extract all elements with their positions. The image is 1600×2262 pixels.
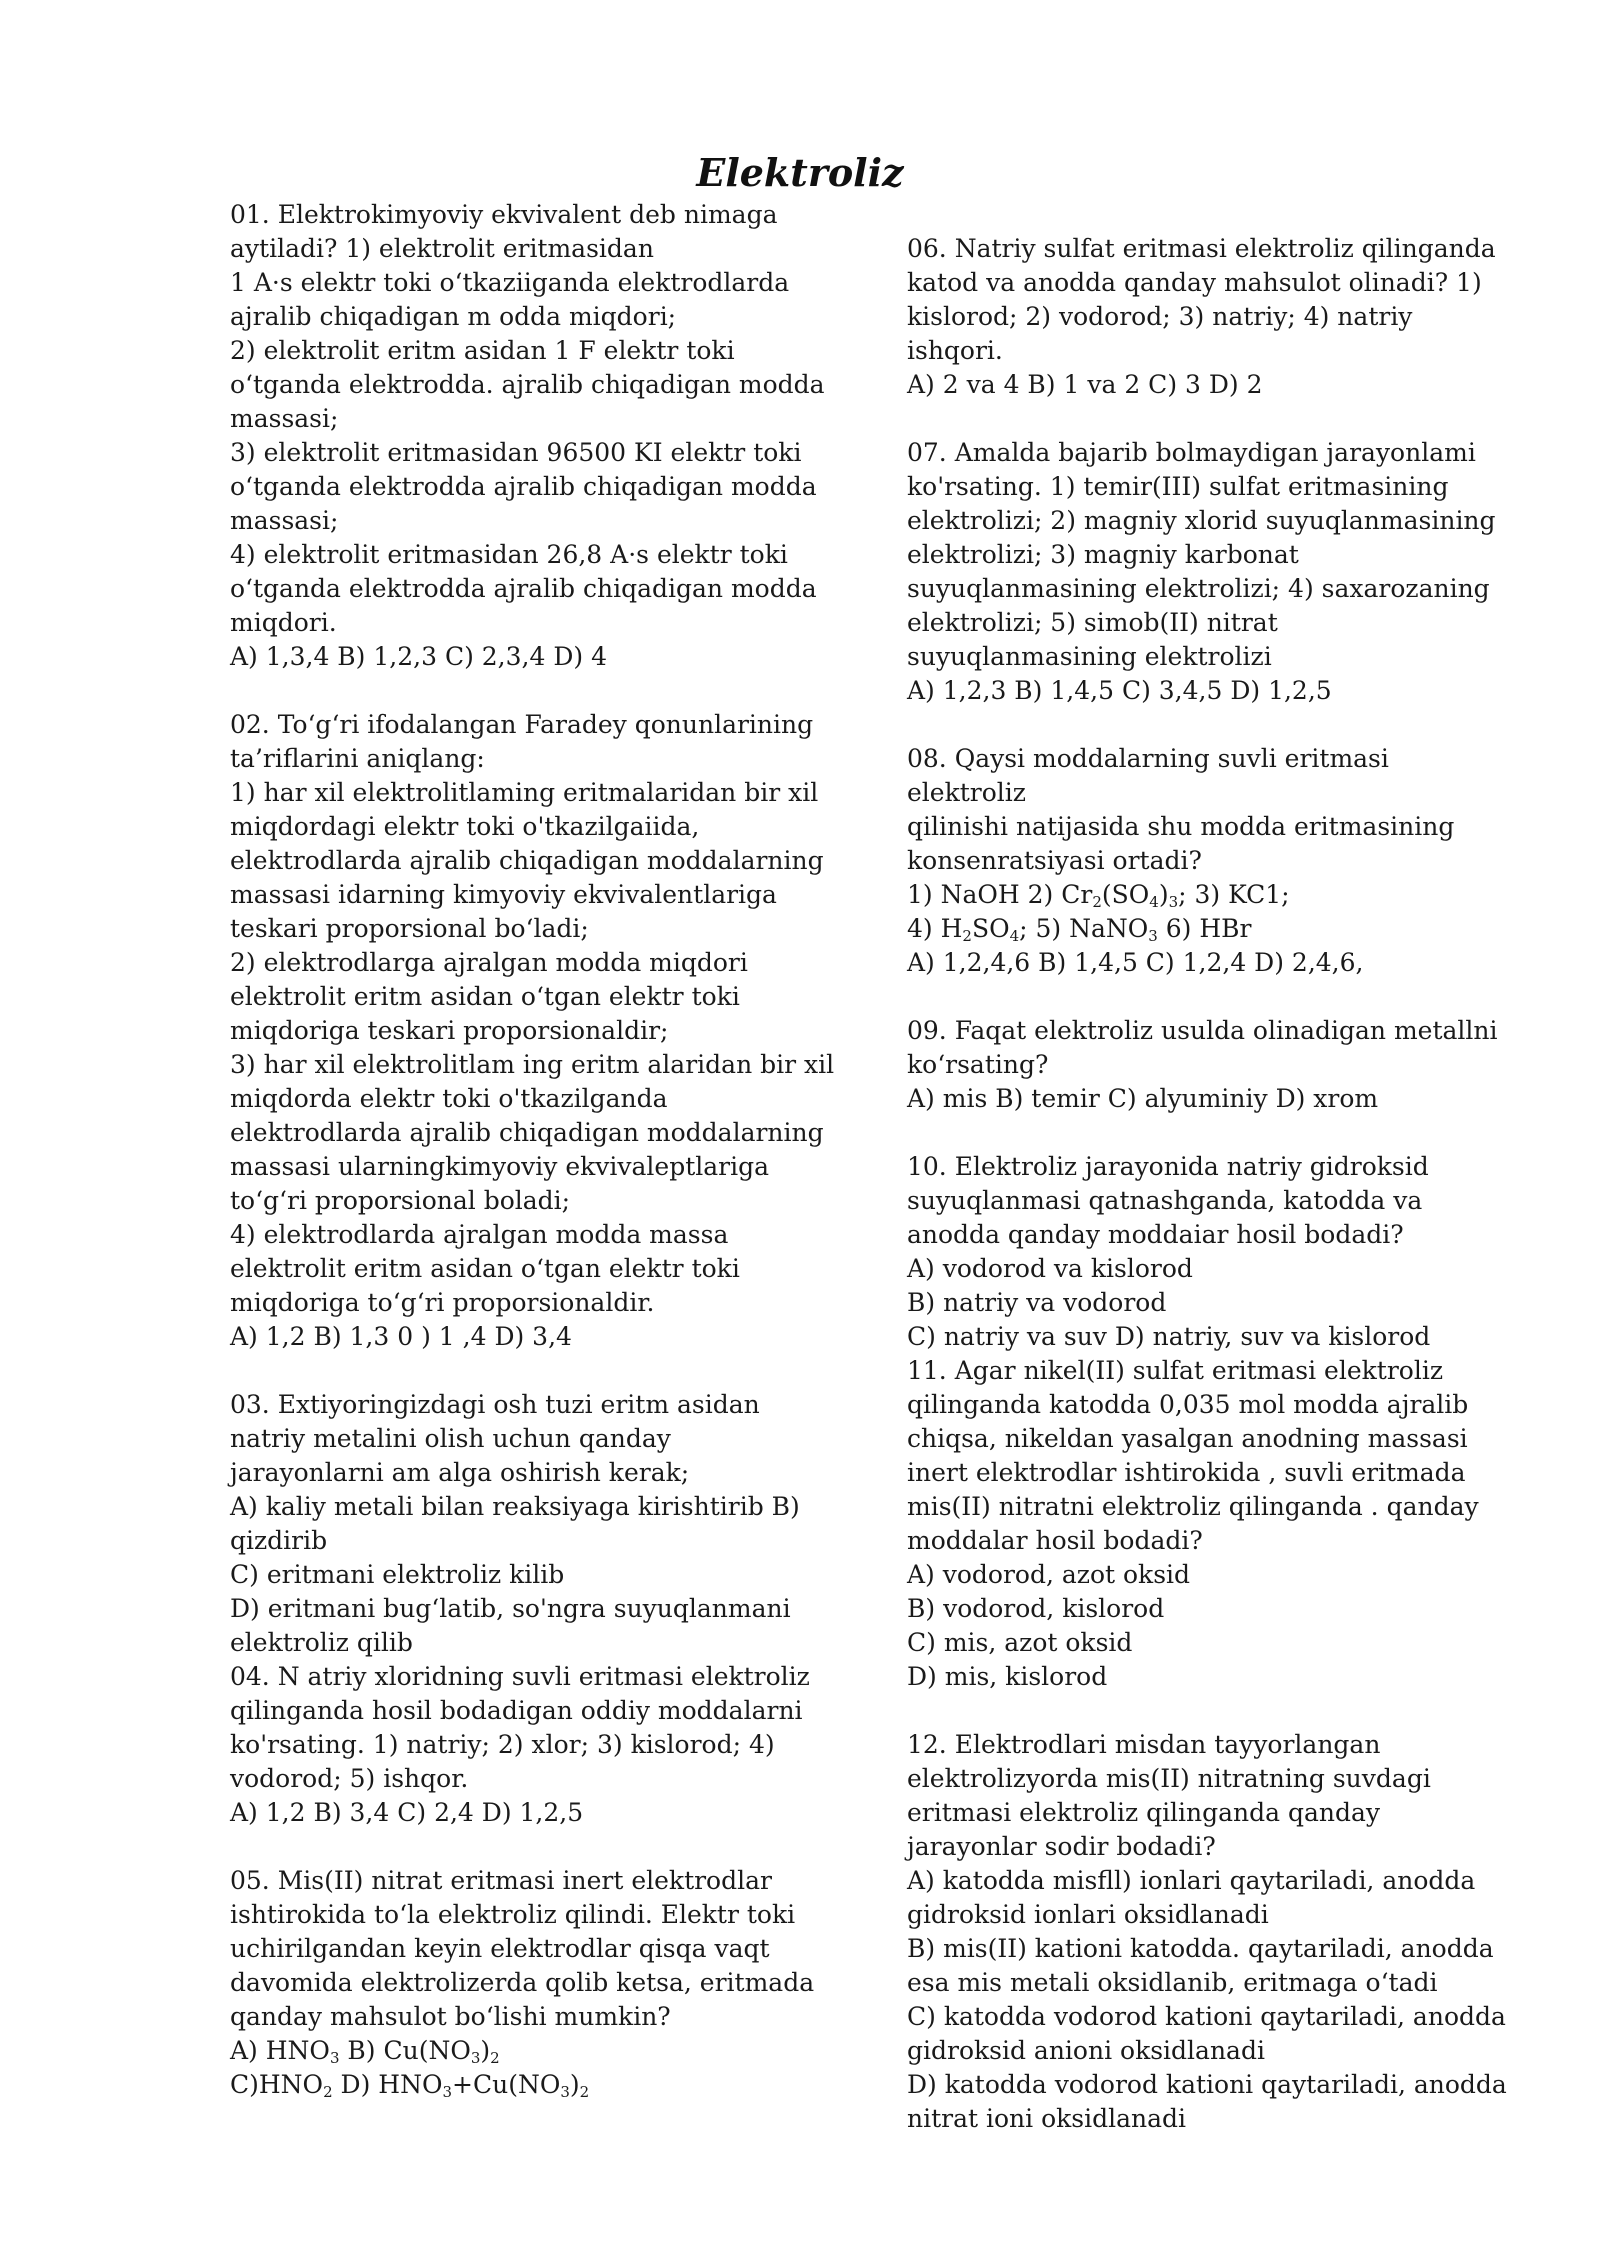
- answer-d-end: ): [569, 2070, 580, 2099]
- text-part: 6) HBr: [1157, 914, 1252, 943]
- subscript: 3: [442, 2083, 453, 2101]
- question-03: 03. Extiyoringizdagi osh tuzi eritm asidan natriy metalini olish uchun qanday jarayonlarni am alga oshirish kerak; A) kaliy metali bilan reaksiyaga kirishtirib B) qizdirib C) eritmani elektroliz kilib D) eritmani bug‘latib, so'ngra suyuqlanmani elektroliz qilib: [230, 1390, 800, 1657]
- question-05: 05. Mis(II) nitrat eritmasi inert elektrodlar ishtirokida to‘la elektroliz qilindi. Elektr toki uchirilgandan keyin elektrodlar qisqa vaqt davomida elektrolizerda qolib ketsa, eritmada qanday mahsulot bo‘lishi mumkin?: [230, 1866, 815, 2031]
- question-10: 10. Elektroliz jarayonida natriy gidroksid suyuqlanmasi qatnashganda, katodda va anodda qanday moddaiar hosil bodadi? A) vodorod va kislorod B) natriy va vodorod C) natriy va suv D) natriy, suv va kislorod: [907, 1152, 1431, 1351]
- subscript: 3: [470, 2049, 481, 2067]
- question-11: 11. Agar nikel(II) sulfat eritmasi elektroliz qilinganda katodda 0,035 mol modda ajralib chiqsa, nikeldan yasalgan anodning massasi inert elektrodlar ishtirokida , suvli eritmada mis(II) nitratni elektroliz qilinganda . qanday moddalar hosil bodadi? A) vodorod, azot oksid B) vodorod, kislorod C) mis, azot oksid D) mis, kislorod: [907, 1356, 1479, 1691]
- subscript: 2: [962, 927, 972, 945]
- question-05-answers-line-1: [230, 2034, 870, 2068]
- subscript: 4: [1149, 893, 1159, 911]
- question-08-line-2: [907, 912, 1507, 946]
- subscript: 3: [329, 2049, 340, 2067]
- text-part: SO: [971, 914, 1010, 943]
- subscript: 3: [560, 2083, 570, 2101]
- question-07: 07. Amalda bajarib bolmaydigan jarayonlami ko'rsating. 1) temir(III) sulfat eritmasining elektrolizi; 2) magniy xlorid suyuqlanmasining elektrolizi; 3) magniy karbonat suyuqlanmasining elektrolizi; 4) saxarozaning elektrolizi; 5) simob(II) nitrat suyuqlanmasining elektrolizi A) 1,2,3 B) 1,4,5 C) 3,4,5 D) 1,2,5: [907, 438, 1496, 705]
- question-05-answers-line-2: [230, 2068, 870, 2102]
- subscript: 2: [490, 2049, 500, 2067]
- question-02: 02. To‘g‘ri ifodalangan Faradey qonunlarining ta’riflarini aniqlang: 1) har xil elektrolitlaming eritmalaridan bir xil miqdordagi elektr toki o'tkazilgaiida, elektrodlarda ajralib chiqadigan moddalarning massasi idarning kimyoviy ekvivalentlariga teskari proporsional bo‘ladi; 2) elektrodlarga ajralgan modda miqdori elektrolit eritm asidan o‘tgan elektr toki miqdoriga teskari proporsionaldir; 3) har xil elektrolitlam ing eritm alaridan bir xil miqdorda elektr toki o'tkazilganda elektrodlarda ajralib chiqadigan moddalarning massasi ularningkimyoviy ekvivaleptlariga to‘g‘ri proporsional boladi; 4) elektrodlarda ajralgan modda massa elektrolit eritm asidan o‘tgan elektr toki miqdoriga to‘g‘ri proporsionaldir. A) 1,2 B) 1,3 0 ) 1 ,4 D) 3,4: [230, 710, 835, 1351]
- subscript: 2: [323, 2083, 333, 2101]
- answer-d-mid: +Cu(NO: [452, 2070, 561, 2099]
- subscript: 3: [1168, 893, 1179, 911]
- text-part: ; 5) NaNO: [1019, 914, 1149, 943]
- text-part: 4) H: [907, 914, 963, 943]
- text-part: ): [1158, 880, 1169, 909]
- subscript: 2: [579, 2083, 590, 2101]
- question-12: 12. Elektrodlari misdan tayyorlangan elektrolizyorda mis(II) nitratning suvdagi eritmasi elektroliz qilinganda qanday jarayonlar sodir bodadi? A) katodda misfll) ionlari qaytariladi, anodda gidroksid ionlari oksidlanadi B) mis(II) kationi katodda. qaytariladi, anodda esa mis metali oksidlanib, eritmaga o‘tadi C) katodda vodorod kationi qaytariladi, anodda gidroksid anioni oksidlanadi D) katodda vodorod kationi qaytariladi, anodda nitrat ioni oksidlanadi: [907, 1730, 1507, 2133]
- text-part: ; 3) KC1;: [1178, 880, 1290, 909]
- question-08-answers: A) 1,2,4,6 B) 1,4,5 C) 1,2,4 D) 2,4,6,: [907, 948, 1364, 977]
- question-06: 06. Natriy sulfat eritmasi elektroliz qilinganda katod va anodda qanday mahsulot olinadi? 1) kislorod; 2) vodorod; 3) natriy; 4) natriy ishqori. A) 2 va 4 B) 1 va 2 C) 3 D) 2: [907, 234, 1496, 399]
- right-column: [907, 232, 1507, 2136]
- question-08: [907, 742, 1507, 980]
- answer-a: A) HNO: [230, 2036, 330, 2065]
- text-part: 1) NaOH 2) Cr: [907, 880, 1093, 909]
- question-01: 01. Elektrokimyoviy ekvivalent deb nimaga aytiladi? 1) elektrolit eritmasidan 1 A·s elektr toki o‘tkaziiganda elektrodlarda ajralib chiqadigan m odda miqdori; 2) elektrolit eritm asidan 1 F elektr toki o‘tganda elektrodda. ajralib chiqadigan modda massasi; 3) elektrolit eritmasidan 96500 KI elektr toki o‘tganda elektrodda ajralib chiqadigan modda massasi; 4) elektrolit eritmasidan 26,8 A·s elektr toki o‘tganda elektrodda ajralib chiqadigan modda miqdori. A) 1,3,4 B) 1,2,3 C) 2,3,4 D) 4: [230, 200, 825, 671]
- question-08-head: 08. Qaysi moddalarning suvli eritmasi elektroliz qilinishi natijasida shu modda eritmasining konsenratsiyasi ortadi?: [907, 744, 1455, 875]
- question-08-line-1: [907, 878, 1507, 912]
- left-column: [230, 198, 870, 2102]
- answer-c: C)HNO: [230, 2070, 324, 2099]
- question-09: 09. Faqat elektroliz usulda olinadigan metallni ko‘rsating? A) mis B) temir C) alyuminiy D) xrom: [907, 1016, 1498, 1113]
- page-title: Elektroliz: [696, 150, 904, 195]
- question-04: 04. N atriy xloridning suvli eritmasi elektroliz qilinganda hosil bodadigan oddiy moddalarni ko'rsating. 1) natriy; 2) xlor; 3) kislorod; 4) vodorod; 5) ishqor. A) 1,2 B) 3,4 C) 2,4 D) 1,2,5: [230, 1662, 810, 1827]
- answer-b-end: ): [480, 2036, 491, 2065]
- answer-d: D) HNO: [332, 2070, 443, 2099]
- subscript: 2: [1092, 893, 1102, 911]
- subscript: 3: [1148, 927, 1158, 945]
- subscript: 4: [1009, 927, 1020, 945]
- answer-b: B) Cu(NO: [339, 2036, 471, 2065]
- text-part: (SO: [1101, 880, 1150, 909]
